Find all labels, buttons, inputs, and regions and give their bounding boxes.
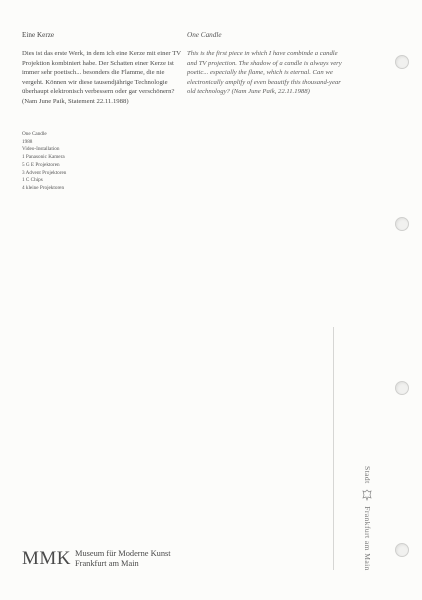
spec-line: 5 G E Projektoren	[22, 161, 60, 168]
punch-hole	[395, 381, 409, 395]
english-paragraph: This is the first piece in which I have combinde a candle and TV projection. The shadow of a candle is always very poetic... especially the flame, which is eternal. Can we electronically amplify of even beautify this thousand-year old technology? (Nam June Paik, 22.11.1988)	[187, 50, 342, 95]
spec-line: 1 C Chips	[22, 177, 43, 184]
artwork-specs	[22, 131, 142, 193]
city-word-frankfurt: Frankfurt am Main	[363, 506, 372, 571]
margin-line	[333, 327, 334, 570]
punch-hole	[395, 217, 409, 231]
spec-line: 1988	[22, 138, 33, 145]
german-paragraph: Dies ist das erste Werk, in dem ich eine Kerze mit einer TV Projektion kombiniert habe. Der Schatten einer Kerze ist immer sehr poetisch... besonders die Flamme, die nie vergeht. Können wir diese tausendjährige Technologie überhaupt elektronisch verbessern oder gar verschönern? (Nam June Paik, Statement 22.11.1988)	[22, 50, 181, 105]
museum-name-line-1: Museum für Moderne Kunst	[75, 549, 171, 558]
city-word-stadt: Stadt	[363, 466, 372, 484]
museum-name	[75, 549, 171, 569]
punch-hole	[395, 55, 409, 69]
spec-line: Video-Installation	[22, 146, 60, 153]
spec-line: One Candle	[22, 131, 47, 137]
spec-line: 1 Panasonic Kamera	[22, 154, 65, 161]
eagle-crest-icon	[362, 489, 372, 501]
german-title: Eine Kerze	[22, 31, 55, 39]
punch-hole	[395, 543, 409, 557]
english-title: One Candle	[187, 31, 222, 39]
city-frankfurt-mark	[362, 466, 372, 571]
mmk-logo: MMK	[22, 548, 72, 569]
spec-line: 4 kleine Projektoren	[22, 184, 65, 191]
museum-name-line-2: Frankfurt am Main	[75, 559, 139, 568]
spec-line: 3 Advent Projektoren	[22, 169, 67, 176]
